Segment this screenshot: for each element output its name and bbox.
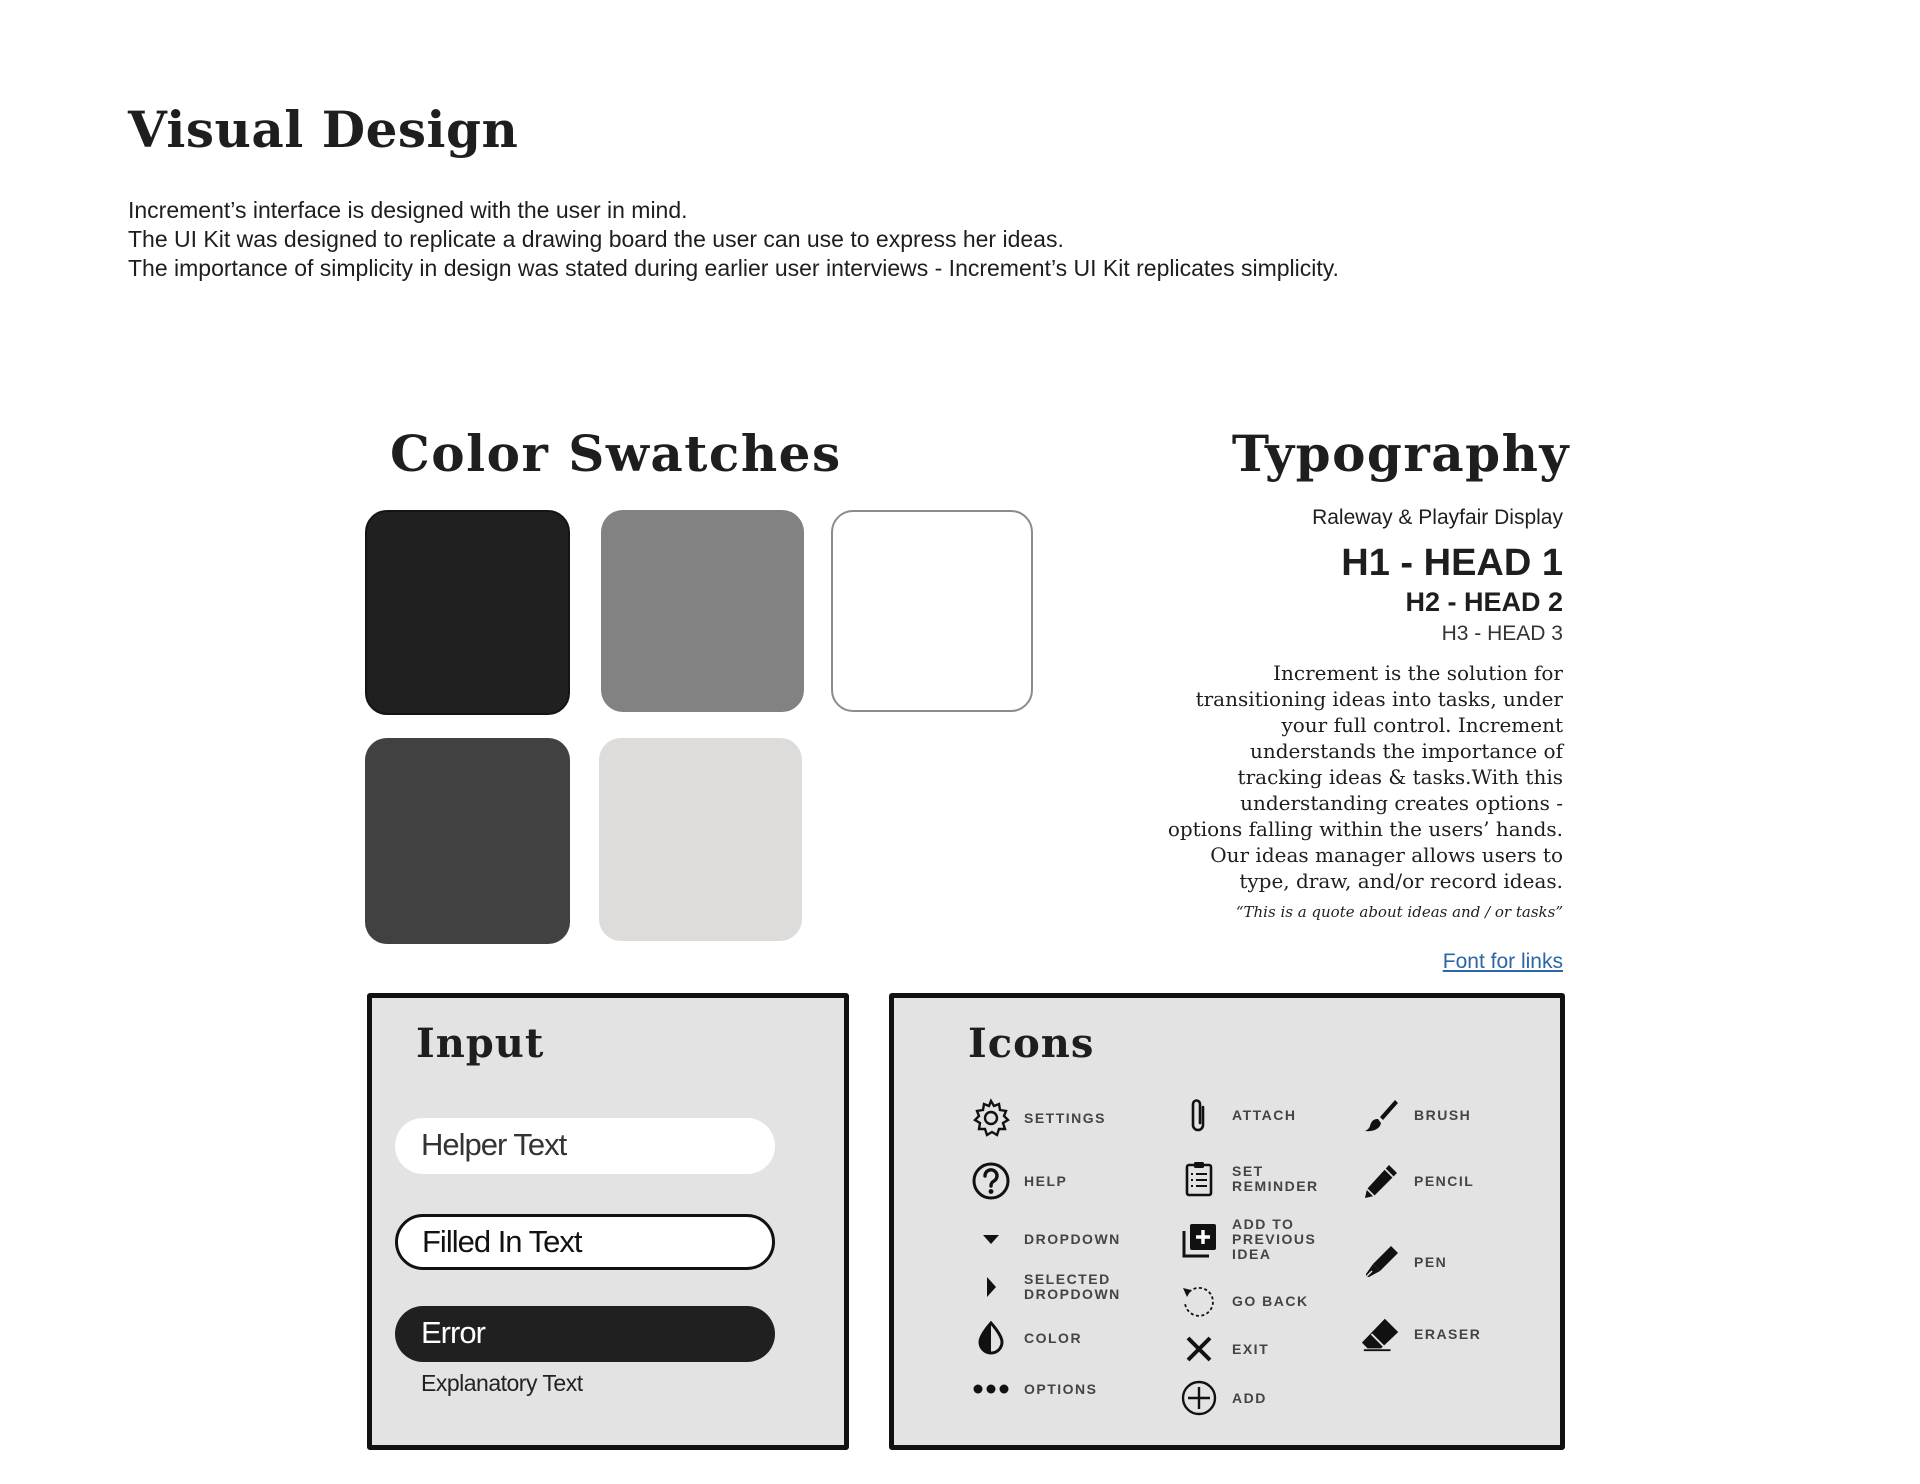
set-reminder-item[interactable] xyxy=(1178,1158,1319,1200)
options-label: OPTIONS xyxy=(1024,1380,1098,1397)
filled-text-field[interactable]: Filled In Text xyxy=(395,1214,775,1270)
dropdown-label: DROPDOWN xyxy=(1024,1230,1121,1247)
set-reminder-label xyxy=(1232,1164,1319,1194)
input-panel xyxy=(367,993,849,1450)
exit-item[interactable] xyxy=(1178,1328,1269,1370)
explanatory-text: Explanatory Text xyxy=(421,1370,583,1396)
pen-icon xyxy=(1360,1241,1402,1283)
attach-item[interactable] xyxy=(1178,1094,1296,1136)
plus-circle-icon xyxy=(1178,1377,1220,1419)
color-item[interactable] xyxy=(970,1317,1082,1359)
paperclip-icon xyxy=(1178,1094,1220,1136)
typography-h1-sample: H1 - HEAD 1 xyxy=(1341,542,1563,584)
brush-icon xyxy=(1360,1094,1402,1136)
color-label: COLOR xyxy=(1024,1329,1083,1346)
helper-text-field[interactable]: Helper Text xyxy=(395,1118,775,1174)
swatch-gray xyxy=(601,510,804,712)
icons-panel xyxy=(889,993,1565,1450)
go-back-item[interactable] xyxy=(1178,1280,1309,1322)
error-field[interactable]: Error xyxy=(395,1306,775,1362)
help-icon xyxy=(970,1160,1012,1202)
pencil-icon xyxy=(1360,1160,1402,1202)
options-item[interactable] xyxy=(970,1368,1098,1410)
add-to-previous-idea-label-line: PREVIOUS xyxy=(1232,1231,1317,1247)
pen-item[interactable] xyxy=(1360,1241,1447,1283)
pen-label: PEN xyxy=(1414,1253,1448,1270)
attach-label: ATTACH xyxy=(1232,1106,1297,1123)
clipboard-icon xyxy=(1178,1158,1220,1200)
set-reminder-label-line: SET xyxy=(1232,1163,1264,1179)
exit-label: EXIT xyxy=(1232,1340,1270,1357)
settings-label: SETTINGS xyxy=(1024,1109,1107,1126)
selected-dropdown-label-line: SELECTED xyxy=(1024,1271,1111,1287)
pencil-item[interactable] xyxy=(1360,1160,1474,1202)
pencil-label: PENCIL xyxy=(1414,1172,1475,1189)
eraser-icon xyxy=(1360,1313,1402,1355)
color-swatches-title: Color Swatches xyxy=(390,424,842,483)
help-item[interactable] xyxy=(970,1160,1067,1202)
eraser-label: ERASER xyxy=(1414,1325,1482,1342)
selected-dropdown-label xyxy=(1024,1272,1121,1302)
swatch-light-gray xyxy=(599,738,802,941)
intro-text xyxy=(128,196,1339,283)
typography-h2-sample: H2 - HEAD 2 xyxy=(1405,587,1563,617)
add-item[interactable] xyxy=(1178,1377,1267,1419)
dropdown-item[interactable] xyxy=(970,1218,1121,1260)
selected-dropdown-item[interactable] xyxy=(970,1266,1121,1308)
help-label: HELP xyxy=(1024,1172,1068,1189)
typography-quote-sample: “This is a quote about ideas and / or tasks” xyxy=(1235,903,1563,921)
set-reminder-label-line: REMINDER xyxy=(1232,1178,1319,1194)
more-dots-icon xyxy=(970,1368,1012,1410)
icons-title: Icons xyxy=(968,1020,1095,1067)
input-title: Input xyxy=(416,1020,545,1067)
close-icon xyxy=(1178,1328,1220,1370)
add-to-previous-idea-label-line: IDEA xyxy=(1232,1246,1272,1262)
swatch-white xyxy=(831,510,1033,712)
brush-item[interactable] xyxy=(1360,1094,1471,1136)
typography-link-sample[interactable]: Font for links xyxy=(1442,950,1563,973)
typography-h3-sample: H3 - HEAD 3 xyxy=(1441,622,1563,645)
swatch-black xyxy=(365,510,570,715)
intro-line: The UI Kit was designed to replicate a drawing board the user can use to express her ideas. xyxy=(128,226,1064,252)
go-back-label: GO BACK xyxy=(1232,1292,1309,1309)
caret-right-icon xyxy=(970,1266,1012,1308)
settings-item[interactable] xyxy=(970,1097,1106,1139)
color-drop-icon xyxy=(970,1317,1012,1359)
gear-icon xyxy=(970,1097,1012,1139)
add-label: ADD xyxy=(1232,1389,1267,1406)
intro-line: Increment’s interface is designed with the user in mind. xyxy=(128,197,688,223)
page-title: Visual Design xyxy=(128,100,519,159)
undo-icon xyxy=(1178,1280,1220,1322)
typography-fonts: Raleway & Playfair Display xyxy=(1312,506,1563,529)
add-to-stack-icon xyxy=(1178,1219,1220,1261)
eraser-item[interactable] xyxy=(1360,1313,1481,1355)
typography-body-sample: Increment is the solution for transitioning ideas into tasks, under your full control. Increment understands the importance of tracking ideas & tasks.With this understanding creates options - options falling within the users’ hands. Our ideas manager allows users to type, draw, and/or record ideas. xyxy=(1167,661,1563,893)
selected-dropdown-label-line: DROPDOWN xyxy=(1024,1286,1121,1302)
add-to-previous-idea-label xyxy=(1232,1217,1316,1262)
add-to-previous-idea-item[interactable] xyxy=(1178,1217,1316,1262)
add-to-previous-idea-label-line: ADD TO xyxy=(1232,1216,1295,1232)
swatch-dark-gray xyxy=(365,738,570,944)
typography-title: Typography xyxy=(1231,424,1570,483)
intro-line: The importance of simplicity in design was stated during earlier user interviews - Increment’s UI Kit replicates simplicity. xyxy=(128,255,1339,281)
caret-down-icon xyxy=(970,1218,1012,1260)
brush-label: BRUSH xyxy=(1414,1106,1472,1123)
